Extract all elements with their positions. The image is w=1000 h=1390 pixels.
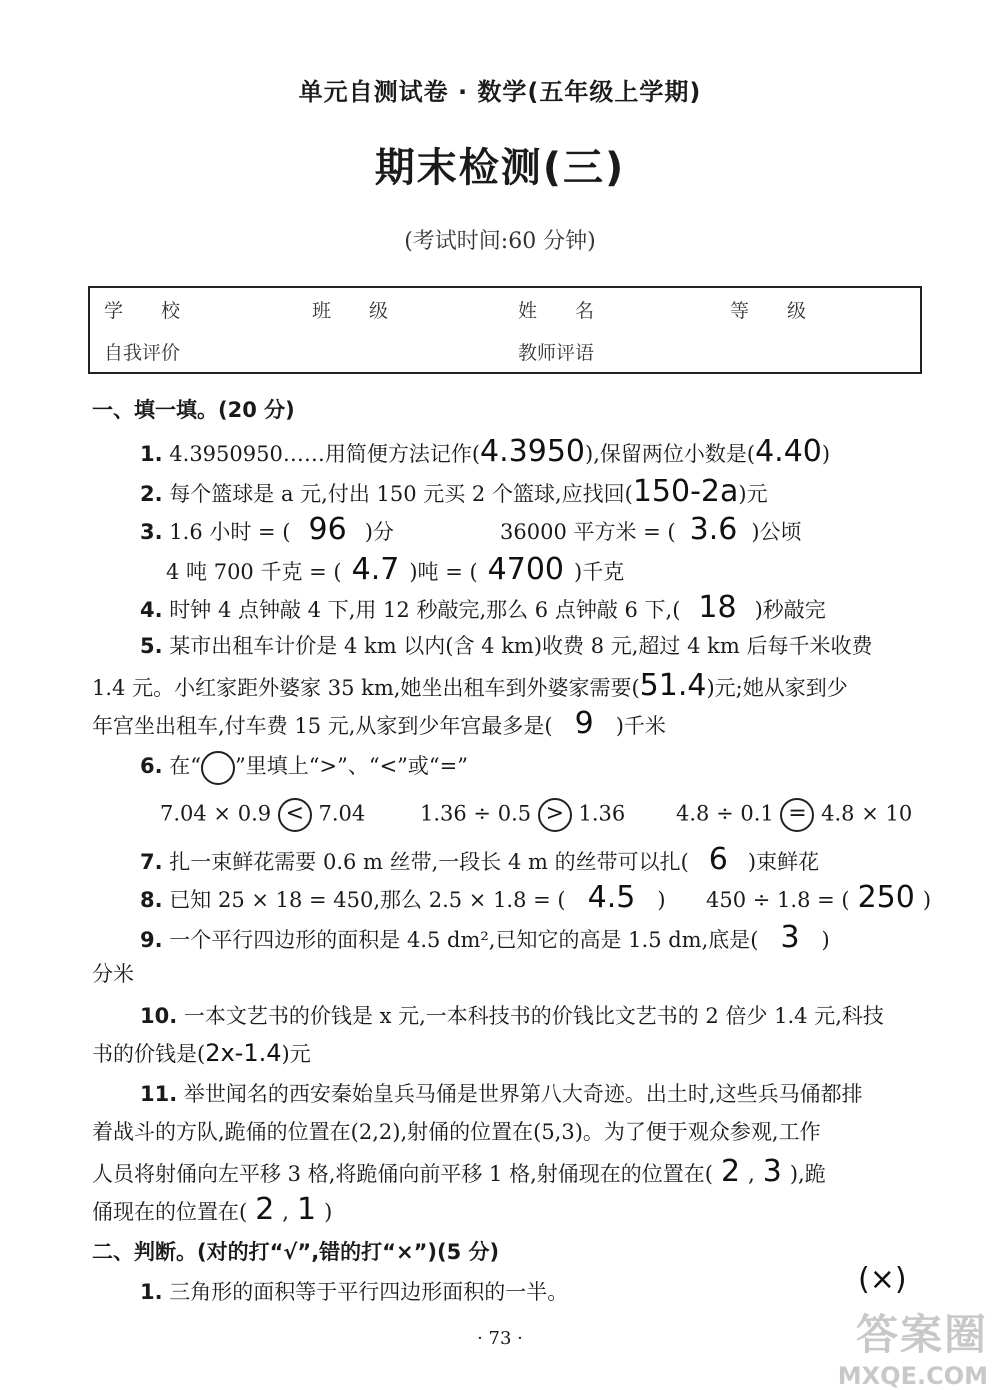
question-text: ) bbox=[324, 1200, 333, 1224]
answer-handwritten: 4.5 bbox=[587, 880, 636, 915]
section-1-heading: 一、填一填。(20 分) bbox=[92, 398, 295, 422]
comparison-2 bbox=[420, 798, 625, 832]
question-text: ) bbox=[657, 888, 666, 912]
question-1-7 bbox=[140, 842, 819, 877]
exam-time-note: (考试时间:60 分钟) bbox=[404, 229, 596, 254]
question-text: 4.3950950……用简便方法记作( bbox=[169, 442, 481, 466]
question-text: )千克 bbox=[574, 560, 625, 584]
question-text: 年宫坐出租车,付车费 15 元,从家到少年宫最多是( bbox=[92, 714, 553, 738]
question-text: 三角形的面积等于平行四边形面积的一半。 bbox=[169, 1280, 569, 1304]
question-text: )元 bbox=[738, 482, 768, 506]
answer-handwritten: 1 bbox=[296, 1192, 317, 1227]
question-1-3 bbox=[140, 512, 394, 547]
grade-label: 等 级 bbox=[730, 300, 807, 322]
question-1-8 bbox=[140, 880, 666, 915]
question-text: )公顷 bbox=[751, 520, 802, 544]
comparison-circle: > bbox=[538, 798, 572, 832]
class-label: 班 级 bbox=[312, 300, 389, 322]
question-text: ) bbox=[922, 888, 932, 912]
question-1-10-line-2 bbox=[92, 1038, 311, 1068]
answer-handwritten: 3.6 bbox=[689, 512, 738, 547]
blank-circle-icon bbox=[201, 751, 235, 785]
judgement-answer: (×) bbox=[858, 1262, 907, 1297]
question-1-6 bbox=[140, 750, 468, 785]
question-number: 1. bbox=[140, 442, 163, 466]
question-text: ),保留两位小数是( bbox=[585, 442, 756, 466]
question-1-9 bbox=[140, 920, 830, 955]
site-watermark bbox=[838, 1302, 988, 1390]
expression: 7.04 × 0.9 bbox=[160, 801, 272, 826]
question-text: ”里填上“>”、“<”或“=” bbox=[235, 754, 468, 778]
answer-handwritten: 2 bbox=[255, 1192, 275, 1227]
answer-handwritten: 250 bbox=[857, 880, 915, 915]
question-text: ) bbox=[821, 928, 830, 952]
self-eval-label: 自我评价 bbox=[104, 342, 181, 364]
answer-handwritten: 2x-1.4 bbox=[205, 1039, 282, 1067]
question-text: 时钟 4 点钟敲 4 下,用 12 秒敲完,那么 6 点钟敲 6 下,( bbox=[169, 598, 681, 622]
question-number: 7. bbox=[140, 850, 163, 874]
question-text: 36000 平方米 = ( bbox=[500, 520, 676, 544]
answer-handwritten: 9 bbox=[574, 706, 594, 741]
question-text: 450 ÷ 1.8 = ( bbox=[706, 888, 850, 912]
question-text: 4 吨 700 千克 = ( bbox=[166, 560, 342, 584]
comparison-1 bbox=[160, 798, 365, 832]
question-text: 每个篮球是 a 元,付出 150 元买 2 个篮球,应找回( bbox=[169, 482, 633, 506]
question-1-11-line-3: 人员将射俑向左平移 3 格,将跪俑向前平移 1 格,射俑现在的位置在( 2 , 3 ),跪 bbox=[92, 1154, 826, 1189]
question-number: 1. bbox=[140, 1280, 163, 1304]
student-info-box bbox=[88, 286, 922, 374]
question-1-4 bbox=[140, 590, 826, 625]
question-text: 人员将射俑向左平移 3 格,将跪俑向前平移 1 格,射俑现在的位置在( bbox=[92, 1162, 713, 1186]
question-text: 一个平行四边形的面积是 4.5 dm²,已知它的高是 1.5 dm,底是( bbox=[169, 928, 759, 952]
question-number: 6. bbox=[140, 754, 163, 778]
question-text: 已知 25 × 18 = 450,那么 2.5 × 1.8 = ( bbox=[169, 888, 566, 912]
series-header: 单元自测试卷 · 数学(五年级上学期) bbox=[298, 78, 702, 106]
page-title: 期末检测(三) bbox=[374, 145, 626, 191]
question-text: 1.4 元。小红家距外婆家 35 km,她坐出租车到外婆家需要( bbox=[92, 676, 640, 700]
question-text: ),跪 bbox=[789, 1162, 826, 1186]
answer-handwritten: 6 bbox=[708, 842, 728, 877]
answer-handwritten: 3 bbox=[762, 1154, 782, 1189]
question-1-5 bbox=[140, 630, 872, 660]
question-text: )分 bbox=[364, 520, 394, 544]
question-1-11-line-4: 俑现在的位置在( 2 , 1 ) bbox=[92, 1192, 333, 1227]
question-1-11 bbox=[140, 1078, 863, 1108]
question-number: 8. bbox=[140, 888, 163, 912]
question-number: 2. bbox=[140, 482, 163, 506]
question-number: 10. bbox=[140, 1004, 178, 1028]
watermark-url: MXQE.COM bbox=[837, 1362, 988, 1390]
comparison-circle: = bbox=[780, 798, 814, 832]
expression: 4.8 × 10 bbox=[821, 801, 913, 826]
watermark-logo-text: 答案圈 bbox=[855, 1310, 988, 1359]
comparison-circle: < bbox=[278, 798, 312, 832]
question-text: )束鲜花 bbox=[747, 850, 820, 874]
question-1-1 bbox=[140, 434, 830, 469]
teacher-comment-label: 教师评语 bbox=[518, 342, 595, 364]
question-text: 1.6 小时 = ( bbox=[169, 520, 291, 544]
answer-handwritten: 96 bbox=[308, 512, 347, 547]
question-text: 俑现在的位置在( bbox=[92, 1200, 248, 1224]
question-text: 在“ bbox=[169, 754, 202, 778]
question-1-8-part-b bbox=[706, 880, 931, 915]
answer-handwritten: 4.40 bbox=[755, 434, 822, 469]
expression: 1.36 ÷ 0.5 bbox=[420, 801, 532, 826]
question-text: 举世闻名的西安秦始皇兵马俑是世界第八大奇迹。出土时,这些兵马俑都排 bbox=[183, 1082, 863, 1106]
question-1-10 bbox=[140, 1000, 884, 1030]
question-text: )千米 bbox=[615, 714, 666, 738]
question-1-11-line-2: 着战斗的方队,跪俑的位置在(2,2),射俑的位置在(5,3)。为了便于观众参观,工作 bbox=[92, 1120, 821, 1144]
answer-handwritten: 4700 bbox=[487, 552, 565, 587]
question-text: )元;她从家到少 bbox=[706, 676, 848, 700]
question-1-5-line-2 bbox=[92, 668, 848, 703]
question-1-5-line-3 bbox=[92, 706, 666, 741]
answer-handwritten: 18 bbox=[698, 590, 737, 625]
expression: 1.36 bbox=[578, 801, 626, 826]
question-1-2 bbox=[140, 474, 768, 509]
question-text: 一本文艺书的价钱是 x 元,一本科技书的价钱比文艺书的 2 倍少 1.4 元,科技 bbox=[183, 1004, 884, 1028]
expression: 4.8 ÷ 0.1 bbox=[676, 801, 774, 826]
question-number: 5. bbox=[140, 634, 163, 658]
question-number: 4. bbox=[140, 598, 163, 622]
question-text: )秒敲完 bbox=[754, 598, 826, 622]
question-text: 某市出租车计价是 4 km 以内(含 4 km)收费 8 元,超过 4 km 后每千米收费 bbox=[169, 634, 873, 658]
answer-handwritten: 2 bbox=[720, 1154, 741, 1189]
question-1-9-line-2: 分米 bbox=[92, 962, 134, 986]
answer-handwritten: 4.3950 bbox=[480, 434, 586, 469]
answer-handwritten: 51.4 bbox=[639, 668, 707, 703]
question-text: ) bbox=[821, 442, 831, 466]
question-number: 9. bbox=[140, 928, 163, 952]
comparison-3 bbox=[676, 798, 912, 832]
question-text: )吨 = ( bbox=[409, 560, 478, 584]
answer-handwritten: 3 bbox=[780, 920, 800, 955]
expression: 7.04 bbox=[318, 801, 366, 826]
name-label: 姓 名 bbox=[518, 300, 595, 322]
answer-handwritten: 4.7 bbox=[351, 552, 400, 587]
school-label: 学 校 bbox=[104, 300, 181, 322]
question-2-1 bbox=[140, 1276, 568, 1306]
question-text: 书的价钱是( bbox=[92, 1042, 206, 1066]
question-1-3-line-2 bbox=[166, 552, 624, 587]
question-text: 扎一束鲜花需要 0.6 m 丝带,一段长 4 m 的丝带可以扎( bbox=[169, 850, 689, 874]
question-1-3-part-b bbox=[500, 512, 802, 547]
page-number: · 73 · bbox=[477, 1328, 523, 1349]
answer-handwritten: × bbox=[869, 1262, 895, 1297]
question-text: )元 bbox=[281, 1042, 311, 1066]
question-number: 3. bbox=[140, 520, 163, 544]
section-2-heading: 二、判断。(对的打“√”,错的打“×”)(5 分) bbox=[92, 1240, 500, 1264]
question-number: 11. bbox=[140, 1082, 178, 1106]
answer-handwritten: 150-2a bbox=[632, 474, 739, 509]
